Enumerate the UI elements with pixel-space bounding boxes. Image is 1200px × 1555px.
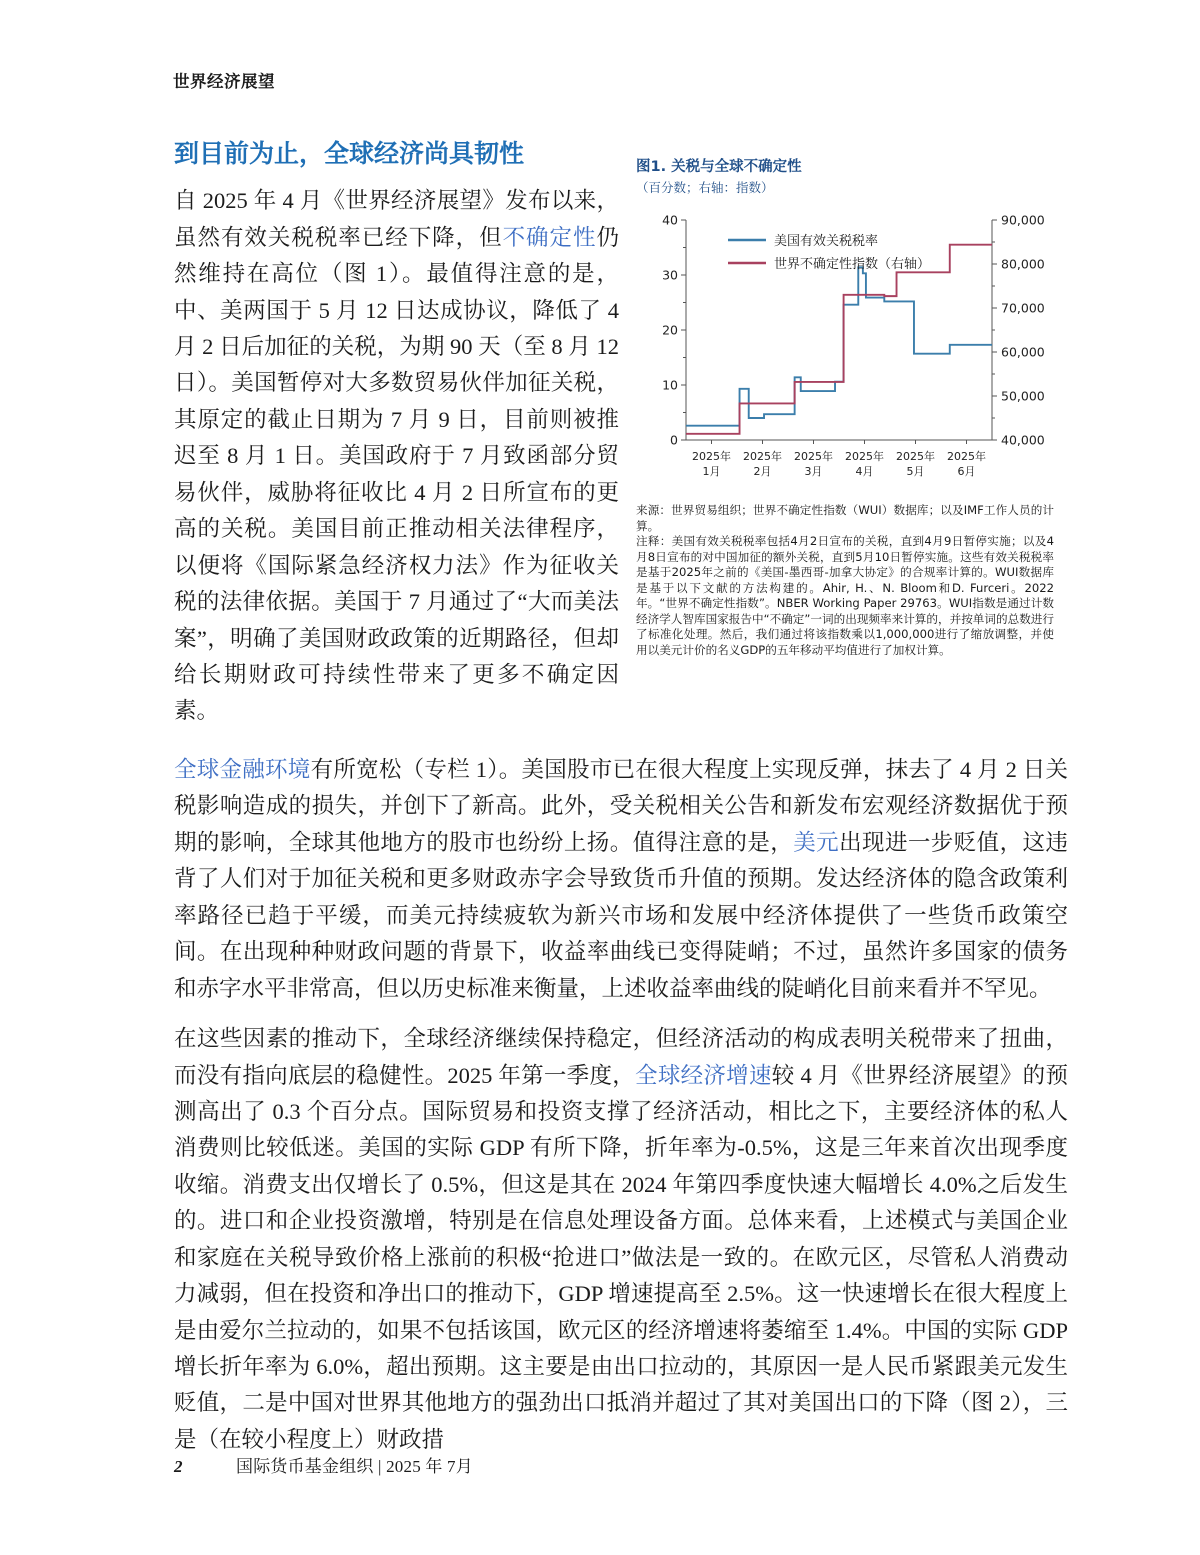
svg-text:2025年: 2025年 [692, 450, 731, 463]
footer-text: 国际货币基金组织 | 2025 年 7月 [236, 1457, 473, 1476]
figure-subtitle: （百分数；右轴：指数） [636, 180, 774, 195]
paragraph-1-part-b: 仍然维持在高位（图 1）。最值得注意的是，中、美两国于 5 月 12 日达成协议，降低了 4 月 2 日后加征的关税，为期 90 天（至 8 月 12 日）。美国暂停对大多数贸易伙伴加征关税，其原定的截止日期为 7 月 9 日，目前则被推迟至 8 月 1 日。美国政府于 7 月致函部分贸易伙伴，威胁将征收比 4 月 2 日所宣布的更高的关税。美国目前正推动相关法律程序，以便将《国际紧急经济权力法》作为征收关税的法律依据。美国于 7 月通过了“大而美法案”，明确了美国财政政策的近期路径，但却给长期财政可持续性带来了更多不确定因素。 [174, 224, 619, 724]
paragraph-3 [174, 1021, 1068, 1458]
inline-link-global-financial-conditions[interactable]: 全球金融环境 [174, 757, 311, 782]
figure-title: 图1. 关税与全球不确定性 [636, 159, 802, 175]
paragraph-2-part-b: 出现进一步贬值，这违背了人们对于加征关税和更多财政赤字会导致货币升值的预期。发达经济体的隐含政策利率路径已趋于平缓，而美元持续疲软为新兴市场和发展中经济体提供了一些货币政策空间。在出现种种财政问题的背景下，收益率曲线已变得陡峭；不过，虽然许多国家的债务和赤字水平非常高，但以历史标准来衡量，上述收益率曲线的陡峭化目前来看并不罕见。 [174, 829, 1068, 1001]
paragraph-2-part-a: 有所宽松（专栏 1）。美国股市已在很大程度上实现反弹，抹去了 4 月 2 日关税影响造成的损失，并创下了新高。此外，受关税相关公告和新发布宏观经济数据优于预期的影响，全球其他地方的股市也纷纷上扬。值得注意的是， [174, 757, 1068, 855]
svg-text:20: 20 [662, 322, 678, 338]
svg-text:60,000: 60,000 [1001, 344, 1045, 360]
svg-text:40,000: 40,000 [1001, 432, 1045, 448]
svg-text:2025年: 2025年 [896, 450, 935, 463]
legend-label: 美国有效关税税率 [774, 234, 879, 249]
paragraph-1 [174, 183, 619, 730]
svg-text:4月: 4月 [855, 465, 874, 478]
svg-text:2月: 2月 [753, 465, 772, 478]
paragraph-1-part-a: 自 2025 年 4 月《世界经济展望》发布以来，虽然有效关税税率已经下降，但 [174, 188, 619, 250]
svg-text:0: 0 [670, 432, 678, 448]
svg-text:6月: 6月 [957, 465, 976, 478]
svg-text:30: 30 [662, 267, 678, 283]
series-line [686, 267, 992, 425]
svg-text:80,000: 80,000 [1001, 256, 1045, 272]
svg-text:50,000: 50,000 [1001, 388, 1045, 404]
page-number: 2 [174, 1457, 183, 1476]
paragraph-3-part-b: 较 4 月《世界经济展望》的预测高出了 0.3 个百分点。国际贸易和投资支撑了经济活动，相比之下，主要经济体的私人消费则比较低迷。美国的实际 GDP 有所下降，折年率为-0.5%，这是三年来首次出现季度收缩。消费支出仅增长了 0.5%，但这是其在 2024 年第四季度快速大幅增长 4.0%之后发生的。进口和企业投资激增，特别是在信息处理设备方面。总体来看，上述模式与美国企业和家庭在关税导致价格上涨前的积极“抢进口”做法是一致的。在欧元区，尽管私人消费动力减弱，但在投资和净出口的推动下，GDP 增速提高至 2.5%。这一快速增长在很大程度上是由爱尔兰拉动的，如果不包括该国，欧元区的经济增速将萎缩至 1.4%。中国的实际 GDP 增长折年率为 6.0%，超出预期。这主要是由出口拉动的，其原因一是人民币紧跟美元发生贬值，二是中国对世界其他地方的强劲出口抵消并超过了其对美国出口的下降（图 2），三是（在较小程度上）财政措 [174, 1062, 1068, 1452]
paragraph-3-part-a: 在这些因素的推动下，全球经济继续保持稳定，但经济活动的构成表明关税带来了扭曲，而没有指向底层的稳健性。2025 年第一季度， [174, 1026, 1068, 1088]
paragraph-2 [174, 752, 1068, 1007]
svg-text:2025年: 2025年 [794, 450, 833, 463]
svg-text:2025年: 2025年 [743, 450, 782, 463]
svg-text:1月: 1月 [702, 465, 721, 478]
svg-text:3月: 3月 [804, 465, 823, 478]
svg-text:2025年: 2025年 [947, 450, 986, 463]
svg-text:90,000: 90,000 [1001, 212, 1045, 228]
figure-note: 注释：美国有效关税税率包括4月2日宣布的关税，直到4月9日暂停实施；以及4月8日宣布的对中国加征的额外关税，直到5月10日暂停实施。这些有效关税税率是基于2025年之前的《美国-墨西哥-加拿大协定》的合规率计算的。WUI数据库是基于以下文献的方法构建的。Ahir, H.、N. Bloom和D. Furceri。2022年。“世界不确定性指数”。NBER Working Paper 29763。WUI指数是通过计数经济学人智库国家报告中“不确定”一词的出现频率来计算的，并按单词的总数进行了标准化处理。然后，我们通过将该指数乘以1,000,000进行了缩放调整，并使用以美元计价的名义GDP的五年移动平均值进行了加权计算。 [636, 534, 1054, 657]
svg-text:70,000: 70,000 [1001, 300, 1045, 316]
inline-link-uncertainty[interactable]: 不确定性 [502, 224, 597, 250]
page-footer [174, 1452, 1074, 1477]
svg-text:40: 40 [662, 212, 678, 228]
legend-label: 世界不确定性指数（右轴） [774, 257, 931, 272]
figure-notes [636, 503, 1054, 658]
svg-text:5月: 5月 [906, 465, 925, 478]
inline-link-global-growth[interactable]: 全球经济增速 [635, 1062, 772, 1088]
series-line [686, 245, 992, 434]
running-head: 世界经济展望 [173, 72, 275, 91]
left-text-column [174, 138, 619, 742]
inline-link-usd[interactable]: 美元 [793, 829, 840, 855]
full-width-text-column [174, 752, 1068, 1472]
chart-container [636, 202, 1056, 502]
page-title: 到目前为止，全球经济尚具韧性 [174, 139, 525, 168]
svg-text:2025年: 2025年 [845, 450, 884, 463]
tariffs-uncertainty-line-chart [636, 202, 1056, 502]
figure-1 [636, 155, 1056, 658]
figure-source: 来源：世界贸易组织；世界不确定性指数（WUI）数据库；以及IMF工作人员的计算。 [636, 503, 1054, 533]
svg-text:10: 10 [662, 377, 678, 393]
